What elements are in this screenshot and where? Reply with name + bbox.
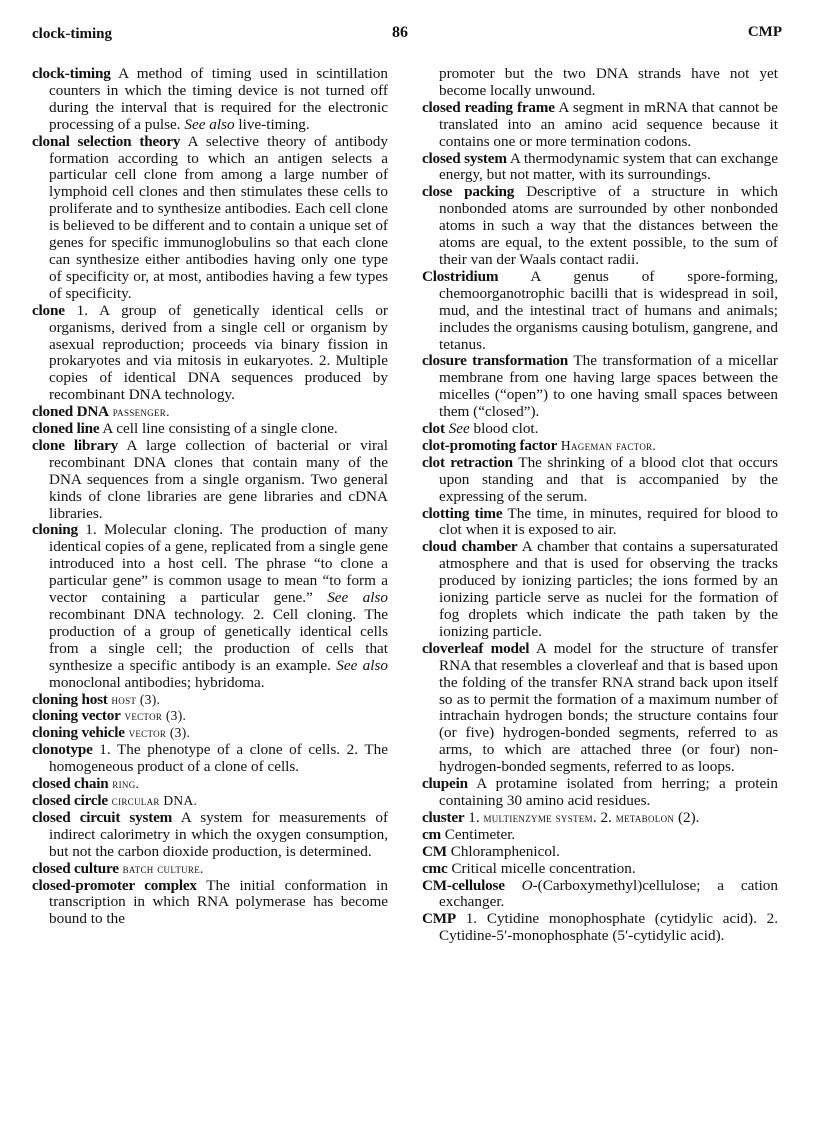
- entry-headword: close packing: [422, 183, 515, 201]
- entry-headword: cloning vehicle: [32, 724, 125, 742]
- glossary-entry: [422, 641, 778, 776]
- entry-definition: A cell line consisting of a single clone.: [99, 420, 338, 438]
- entry-headword: cloned DNA: [32, 403, 109, 421]
- see-also-reference: See also: [327, 589, 388, 607]
- glossary-entry: [32, 810, 388, 861]
- right-column: [422, 66, 778, 945]
- entry-definition: Critical micelle concentration.: [447, 859, 636, 877]
- entry-definition: Chloramphenicol.: [446, 842, 560, 860]
- glossary-entry: [422, 827, 778, 844]
- entry-definition: 1.: [464, 808, 484, 826]
- entry-headword: CMP: [422, 910, 456, 928]
- entry-headword: cloning host: [32, 690, 108, 708]
- glossary-entry: [422, 911, 778, 945]
- glossary-entry: [32, 438, 388, 523]
- cross-reference: passenger.: [112, 404, 170, 420]
- entry-headword: CM: [422, 842, 447, 860]
- entry-definition: A large collection of bacterial or viral recombinant DNA clones that contain many of the DNA sequences from a single organism. Two general kinds of clone libraries are gene libraries and cDNA libraries.: [49, 436, 388, 522]
- cross-reference: metabolon: [615, 809, 675, 825]
- glossary-entry: [422, 810, 778, 827]
- entry-headword: closed circuit system: [32, 808, 173, 826]
- entry-headword: cloverleaf model: [422, 639, 530, 657]
- entry-headword: Clostridium: [422, 267, 499, 285]
- entry-headword: cloned line: [32, 420, 100, 438]
- glossary-entry: [32, 861, 388, 878]
- running-head-right: CMP: [747, 24, 782, 40]
- entry-definition: . 2.: [592, 808, 616, 826]
- cross-reference: circular DNA.: [111, 792, 198, 808]
- see-also-reference: See also: [336, 656, 388, 674]
- glossary-entry: [32, 793, 388, 810]
- glossary-entry: [422, 353, 778, 421]
- entry-headword: clupein: [422, 775, 468, 793]
- glossary-entry: [32, 692, 388, 709]
- cross-reference: host (3).: [111, 691, 161, 707]
- entry-definition: A chamber that contains a supersaturated atmosphere and that is used for observing the tracks produced by ionizing particles; the ions formed by an ionizing particle serve as nuclei for the formation of fog droplets which indicate the path taken by the ionizing particle.: [439, 538, 778, 640]
- glossary-entry: [422, 861, 778, 878]
- glossary-entry: [32, 776, 388, 793]
- glossary-entry: [32, 725, 388, 742]
- running-header: [32, 20, 782, 44]
- entry-headword: clock-timing: [32, 65, 111, 82]
- glossary-entry: [32, 708, 388, 725]
- entry-definition: The time, in minutes, required for blood to clot when it is exposed to air.: [439, 504, 779, 539]
- entry-headword: clot retraction: [422, 453, 513, 471]
- entry-headword: clone library: [32, 436, 119, 454]
- glossary-entry: [422, 100, 778, 151]
- glossary-entry: [32, 134, 388, 303]
- entry-headword: cloud chamber: [422, 538, 518, 556]
- entry-definition: blood clot.: [469, 420, 539, 438]
- entry-definition: A method of timing used in scintillation counters in which the timing device is not turned off during the interval that is required for the electronic processing of a pulse.: [49, 65, 388, 133]
- glossary-entry: [422, 506, 778, 540]
- entry-headword: cloning vector: [32, 707, 121, 725]
- glossary-entry: [422, 184, 778, 269]
- entry-definition: 1. Cytidine monophosphate (cytidylic acid). 2. Cytidine-5′-monophosphate (5′-cytidylic acid).: [439, 910, 778, 945]
- cross-reference: batch culture.: [122, 860, 204, 876]
- entry-definition: live-timing.: [234, 115, 310, 133]
- glossary-entry: [422, 438, 778, 455]
- entry-definition: promoter but the two DNA strands have not yet become locally unwound.: [439, 65, 778, 99]
- glossary-entry: [32, 66, 388, 134]
- entry-definition: 1. A group of genetically identical cells or organisms, derived from a single cell or organism by asexual reproduction; proceeds via binary fission in prokaryotes and via mitosis in eukaryotes. 2. Multiple copies of identical DNA sequences produced by recombinant DNA technology.: [49, 301, 388, 404]
- entry-definition: 1. The phenotype of a clone of cells. 2. The homogeneous product of a clone of cells.: [49, 741, 388, 776]
- entry-definition: The initial conformation in transcription in which RNA polymerase has become bound to the: [49, 876, 388, 928]
- entry-headword: CM-cellulose: [422, 876, 505, 894]
- cross-reference: vector (3).: [124, 708, 187, 724]
- glossary-entry: [422, 844, 778, 861]
- entry-headword: closed system: [422, 149, 507, 167]
- cross-reference: vector (3).: [128, 725, 191, 741]
- entry-definition: (2).: [674, 808, 700, 826]
- glossary-entry: [32, 878, 388, 929]
- glossary-entry: [422, 776, 778, 810]
- entry-definition: Centimeter.: [441, 825, 516, 843]
- entry-headword: closed chain: [32, 775, 109, 793]
- entry-definition: A protamine isolated from herring; a protein containing 30 amino acid residues.: [439, 775, 778, 809]
- cross-reference: Hageman factor.: [560, 437, 657, 453]
- entry-definition: -(Carboxymethyl)cellulose; a cation exchanger.: [439, 876, 778, 911]
- entry-definition: 1. Molecular cloning. The production of many identical copies of a gene, replicated from a single gene introduced into a host cell. The phrase “to clone a particular gene” is common usage to mean “to form a vector containing a particular gene.”: [49, 521, 388, 607]
- entry-definition: A selective theory of antibody formation according to which an antigen selects a particular cell clone from among a large number of lymphoid cell clones and then stimulates these cells to proliferate and to synthesize antibodies. Each cell clone is believed to be different and to contain a unique set of genes for specific immunoglobulins so that each clone can synthesize either antibodies having only one type of specificity or, at most, antibodies having a few types of specificity.: [49, 132, 388, 302]
- entry-headword: cluster: [422, 808, 465, 826]
- entry-headword: clonotype: [32, 741, 93, 759]
- entry-headword: cm: [422, 825, 441, 843]
- glossary-entry: [32, 742, 388, 776]
- glossary-entry: [32, 421, 388, 438]
- glossary-entry: [422, 151, 778, 185]
- entry-definition: The shrinking of a blood clot that occurs upon standing and that is accompanied by the expressing of the serum.: [439, 453, 778, 505]
- entry-headword: closed reading frame: [422, 98, 555, 116]
- entry-headword: closed culture: [32, 859, 119, 877]
- entry-definition: monoclonal antibodies; hybridoma.: [49, 673, 265, 691]
- glossary-entry: [32, 404, 388, 421]
- glossary-entry: [422, 455, 778, 506]
- entry-definition: A segment in mRNA that cannot be translated into an amino acid sequence because it contains one or more termination codons.: [439, 98, 778, 150]
- cross-reference: ring.: [112, 776, 140, 792]
- glossary-entry: [32, 303, 388, 404]
- entry-definition: A system for measurements of indirect calorimetry in which the oxygen consumption, but not the carbon dioxide production, is determined.: [49, 808, 388, 860]
- entry-headword: clonal selection theory: [32, 132, 181, 150]
- entry-headword: cmc: [422, 859, 448, 877]
- entry-headword: clot: [422, 420, 445, 438]
- entry-headword: clot-promoting factor: [422, 436, 558, 454]
- entry-headword: closure transformation: [422, 352, 569, 370]
- entry-definition: The transformation of a micellar membrane from one having large spaces between the micelles (“open”) to one having small spaces between them (“closed”).: [439, 352, 778, 421]
- see-also-reference: See also: [184, 115, 235, 133]
- italic-prefix: O: [521, 876, 533, 894]
- entry-headword: clone: [32, 301, 65, 319]
- entry-continuation: [422, 66, 778, 100]
- glossary-entry: [422, 269, 778, 354]
- entry-headword: cloning: [32, 521, 78, 539]
- entry-definition: A model for the structure of transfer RNA that resembles a cloverleaf and that is based upon the folding of the transfer RNA strand back upon itself so as to permit the formation of a maximum number of intrachain hydrogen bonds; the structure contains four (or five) hydrogen-bonded segments, referred to as arms, to which are attached three (or four) non-hydrogen-bonded segments, referred to as loops.: [439, 639, 778, 776]
- entry-headword: closed circle: [32, 791, 108, 809]
- entry-definition: A thermodynamic system that can exchange energy, but not matter, with its surroundings.: [439, 149, 779, 184]
- entry-headword: clotting time: [422, 504, 503, 522]
- glossary-entry: [32, 522, 388, 691]
- entry-definition: recombinant DNA technology. 2. Cell cloning. The production of a group of genetically identical cells from a single cell; the production of cells that synthesize a specific antibody is an example.: [49, 606, 388, 674]
- entry-definition: [505, 877, 522, 894]
- entry-definition: Descriptive of a structure in which nonbonded atoms are surrounded by other nonbonded atoms in such a way that the distances between the atoms are equal, to the extent possible, to the sum of their van der Waals contact radii.: [439, 183, 778, 268]
- page-number: 86: [392, 24, 408, 41]
- entry-headword: closed-promoter complex: [32, 876, 197, 894]
- left-column: [32, 66, 388, 928]
- glossary-entry: [422, 878, 778, 912]
- glossary-entry: [422, 421, 778, 438]
- running-head-left: clock-timing: [32, 26, 112, 42]
- glossary-entry: [422, 539, 778, 640]
- cross-reference: multienzyme system: [483, 809, 593, 825]
- entry-definition: A genus of spore-forming, chemoorganotrophic bacilli that is widespread in soil, mud, and the intestinal tract of humans and animals; includes the organisms causing botulism, gangrene, and tetanus.: [439, 267, 778, 353]
- see-also-reference: See: [448, 420, 470, 438]
